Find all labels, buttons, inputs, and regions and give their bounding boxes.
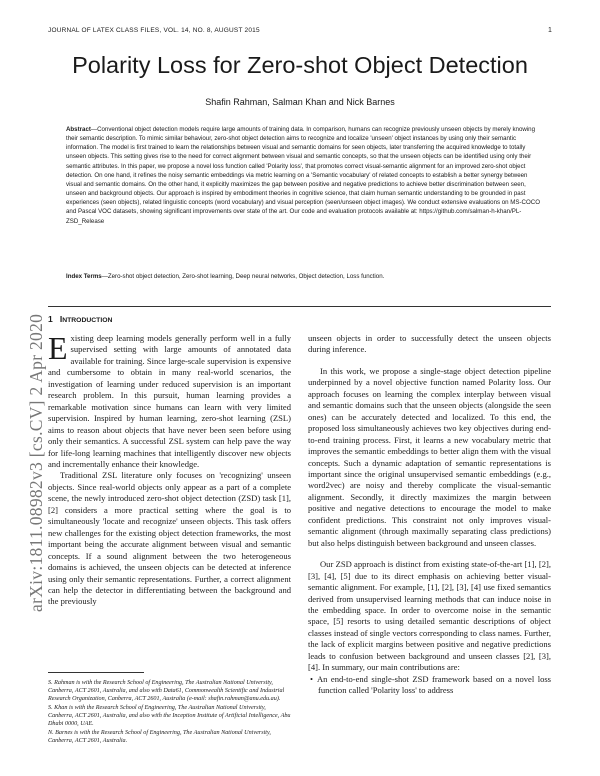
journal-header: JOURNAL OF LATEX CLASS FILES, VOL. 14, NO. 8, AUGUST 2015 (48, 27, 260, 34)
footnote-rahman: S. Rahman is with the Research School of Engineering, The Australian National University, Canberra, ACT 2601, Australia, and also with Data61, Commonwealth Scientific and Industrial Research Organization, Canberra, ACT 2601, Australia (e-mail: shafin.rahman@anu.edu.au). (48, 680, 285, 702)
page-number: 1 (548, 27, 552, 34)
footnote-barnes: N. Barnes is with the Research School of Engineering, The Australian National University, Canberra, ACT 2601, Australia. (48, 730, 271, 744)
abstract-text: —Conventional object detection models require large amounts of training data. In comparison, humans can recognize previously unseen objects by merely knowing their semantic description. To mimic similar behaviour, zero-shot object detection aims to recognize and localize 'unseen' object instances by using only their semantic information. The model is first trained to learn the relationships between visual and semantic domains for seen objects, later transferring the acquired knowledge to totally unseen objects. This setting gives rise to the need for correct alignment between visual and semantic concepts, so that the unseen objects can be identified using only their semantic attributes. In this paper, we propose a novel loss function called 'Polarity loss', that promotes correct visual-semantic alignment for an improved zero-shot object detection. On one hand, it refines the noisy semantic embeddings via metric learning on a 'Semantic vocabulary' of related concepts to establish a better synergy between visual and semantic domains. On the other hand, it explicitly maximizes the gap between positive and negative predictions to achieve better discrimination between seen, unseen and background objects. Our approach is inspired by embodiment theories in cognitive science, that claim human semantic understanding to be grounded in past experiences (seen objects), related linguistic concepts (word vocabulary) and visual perception (seen/unseen object images). We conduct extensive evaluations on MS-COCO and Pascal VOC datasets, showing significant improvements over state of the art. Our code and evaluation protocols available at: https://github.com/salman-h-khan/PL-ZSD_Release (66, 126, 540, 225)
right-column (308, 333, 551, 697)
footnotes (48, 679, 291, 746)
index-terms-label: Index Terms (66, 273, 102, 280)
section-number: 1 (48, 314, 53, 324)
paper-title: Polarity Loss for Zero-shot Object Detection (72, 52, 528, 78)
abstract-label: Abstract (66, 126, 91, 133)
header-rule (48, 306, 551, 307)
intro-paragraph-4: In this work, we propose a single-stage object detection pipeline underpinned by a novel objective function named Polarity loss. Our approach focuses on learning the complex interplay between visual and semantic domains such that the unseen objects (alongside the seen ones) can be accurately detected and localized. To this end, the proposed loss simultaneously achieves two key objectives during end-to-end training process. First, it learns a new vocabulary metric that improves the semantic embeddings to better align them with the visual concepts. Such a dynamic adaptation of semantic representations is important since the original unsupervised semantic embeddings (e.g., word2vec) are noisy and thereby complicate the visual-semantic alignment. Secondly, it directly maximizes the margin between positive and negative detections to encourage the model to make confident predictions. This constraint not only improves visual-semantic alignment (through maximally separating class predictions) but also helps distinguish between background and unseen classes. (308, 365, 551, 548)
contribution-list (308, 674, 551, 697)
intro-paragraph-1 (48, 330, 291, 470)
author-list: Shafin Rahman, Salman Khan and Nick Barnes (205, 97, 395, 107)
section-heading (48, 314, 112, 324)
arxiv-stamp: arXiv:1811.08982v3 [cs.CV] 2 Apr 2020 (26, 313, 46, 612)
section-title-initial: I (59, 314, 63, 324)
footnote-rule (48, 672, 144, 673)
left-column (48, 330, 291, 608)
intro-paragraph-5: Our ZSD approach is distinct from existing state-of-the-art [1], [2], [3], [4], [5] due to its direct emphasis on achieving better visual-semantic alignment. For example, [1], [2], [3], [4] use fixed semantics derived from unsupervised learning methods that can induce noise in the embedding space. In order to overcome noise in the semantic space, [5] resorts to using detailed semantic descriptions of object classes instead of single vectors corresponding to class names. Further, the lack of explicit margins between positive and negative predictions leads to confusion between background and unseen classes [2], [3], [4]. In summary, our main contributions are: (308, 559, 551, 673)
section-title-rest: NTRODUCTION (62, 317, 113, 324)
abstract (66, 125, 540, 226)
intro-paragraph-1-text: xisting deep learning models generally perform well in a fully supervised setting with large amounts of annotated data available for training. Since large-scale supervision is expensive and cumbersome to obtain in many real-world scenarios, the investigation of learning under reduced supervision is an important research problem. In this pursuit, human learning provides a remarkable motivation since humans can learn with very limited supervision. Inspired by human learning, zero-shot learning (ZSL) aims to reason about objects that have never been seen before using only their semantics. A successful ZSL system can help pave the way for life-long learning machines that intelligently discover new objects and incrementally enhance their knowledge. (48, 333, 291, 469)
drop-cap: E (48, 330, 68, 366)
intro-paragraph-3: unseen objects in order to successfully detect the unseen objects during inference. (308, 333, 551, 355)
index-terms (66, 273, 540, 280)
footnote-khan: S. Khan is with the Research School of Engineering, The Australian National University, Canberra, ACT 2601, Australia, and also with the Inception Institute of Artificial Intelligence, Abu Dhabi 0000, UAE. (48, 705, 291, 727)
contribution-item: • An end-to-end single-shot ZSD framework based on a novel loss function called 'Polarity loss' to address (318, 674, 551, 697)
index-terms-text: —Zero-shot object detection, Zero-shot learning, Deep neural networks, Object detection, Loss function. (101, 273, 385, 280)
intro-paragraph-2: Traditional ZSL literature only focuses on 'recognizing' unseen objects. Since real-world objects only appear as a part of a complete scene, the newly introduced zero-shot object detection (ZSD) task [1], [2] considers a more practical setting where the goal is to simultaneously 'locate and recognize' unseen objects. This task offers new challenges for the existing object detection frameworks, the most important being the accurate alignment between visual and semantic concepts. If a sound alignment between the two heterogeneous domains is achieved, the unseen objects can be detected at inference using only their semantic representations. Further, a correct alignment can help the detector in differentiating between the background and the previously (48, 470, 291, 607)
